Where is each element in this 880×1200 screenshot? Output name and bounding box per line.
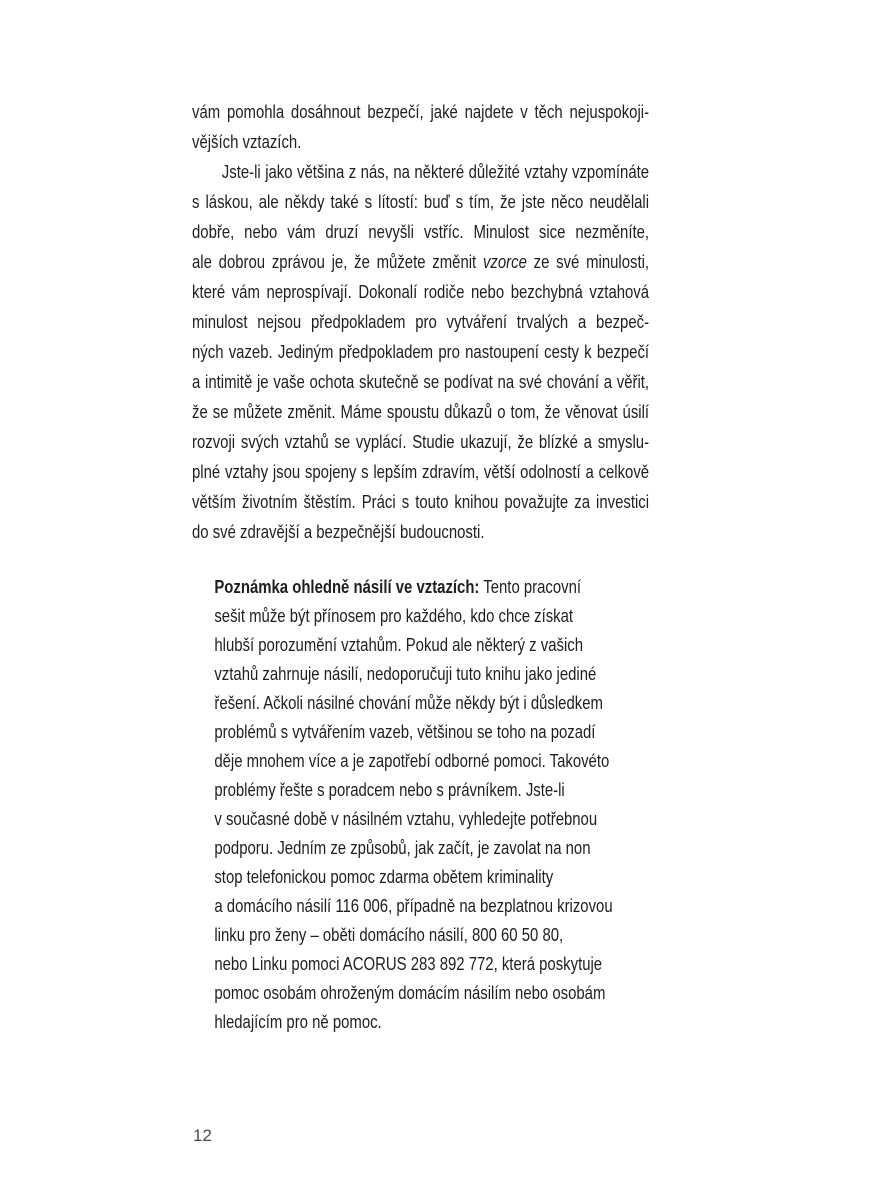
- note-line: nebo Linku pomoci ACORUS 283 892 772, která poskytuje: [214, 954, 603, 974]
- text-line: že se můžete změnit. Máme spoustu důkazů o tom, že věnovat úsilí: [192, 402, 650, 422]
- note-line: řešení. Ačkoli násilné chování může někdy být i důsledkem: [214, 693, 603, 713]
- paragraph-main: [192, 157, 649, 547]
- note-heading-line: [214, 573, 649, 602]
- violence-note-block: [192, 573, 649, 1037]
- text-line: minulost nejsou předpokladem pro vytváření trvalých a bezpeč-: [192, 312, 650, 332]
- text-line-with-italic: [192, 247, 649, 277]
- text-column: [192, 97, 649, 1037]
- text-line: větším životním štěstím. Práci s touto knihou považujte za investici: [192, 492, 650, 512]
- text-line: rozvoji svých vztahů se vyplácí. Studie ukazují, že blízké a smyslu-: [192, 432, 650, 452]
- text-line: plné vztahy jsou spojeny s lepším zdravím, větší odolností a celkově: [192, 462, 650, 482]
- text-line: vějších vztazích.: [192, 132, 302, 152]
- text-line: a intimitě je vaše ochota skutečně se podívat na své chování a věřit,: [192, 372, 650, 392]
- note-line: stop telefonickou pomoc zdarma obětem kriminality: [214, 867, 554, 887]
- note-line: linku pro ženy – oběti domácího násilí, 800 60 50 80,: [214, 925, 564, 945]
- paragraph-intro-end: [192, 97, 649, 157]
- page-number: 12: [193, 1126, 212, 1145]
- text-segment: ale dobrou zprávou je, že můžete změnit: [192, 252, 483, 272]
- note-heading-bold: Poznámka ohledně násilí ve vztazích:: [214, 577, 480, 597]
- note-line: hlubší porozumění vztahům. Pokud ale některý z vašich: [214, 635, 584, 655]
- note-line: podporu. Jedním ze způsobů, jak začít, je zavolat na non: [214, 838, 591, 858]
- text-line: vám pomohla dosáhnout bezpečí, jaké najdete v těch nejuspokoji-: [192, 102, 650, 122]
- text-line: s láskou, ale někdy také s lítostí: buď s tím, že jste něco neudělali: [192, 192, 650, 212]
- note-line: v současné době v násilném vztahu, vyhledejte potřebnou: [214, 809, 598, 829]
- italic-word: vzorce: [482, 252, 527, 272]
- note-line: vztahů zahrnuje násilí, nedoporučuji tuto knihu jako jediné: [214, 664, 597, 684]
- text-segment: Tento pracovní: [479, 577, 582, 597]
- note-line: sešit může být přínosem pro každého, kdo chce získat: [214, 606, 574, 626]
- note-line: pomoc osobám ohroženým domácím násilím nebo osobám: [214, 983, 606, 1003]
- text-segment: ze své minulosti,: [526, 252, 650, 272]
- text-line: do své zdravější a bezpečnější budoucnosti.: [192, 522, 485, 542]
- text-line: dobře, nebo vám druzí nevyšli vstříc. Minulost sice nezměníte,: [192, 222, 650, 242]
- text-line: které vám neprospívají. Dokonalí rodiče nebo bezchybná vztahová: [192, 282, 650, 302]
- note-line: děje mnohem více a je zapotřebí odborné pomoci. Takovéto: [214, 751, 610, 771]
- text-line: Jste-li jako většina z nás, na některé důležité vztahy vzpomínáte: [221, 162, 650, 182]
- note-line: hledajícím pro ně pomoc.: [214, 1012, 382, 1032]
- text-line: ných vazeb. Jediným předpokladem pro nastoupení cesty k bezpečí: [192, 342, 650, 362]
- note-line: a domácího násilí 116 006, případně na bezplatnou krizovou: [214, 896, 613, 916]
- note-line: problémy řešte s poradcem nebo s právníkem. Jste-li: [214, 780, 565, 800]
- note-line: problémů s vytvářením vazeb, většinou se toho na pozadí: [214, 722, 596, 742]
